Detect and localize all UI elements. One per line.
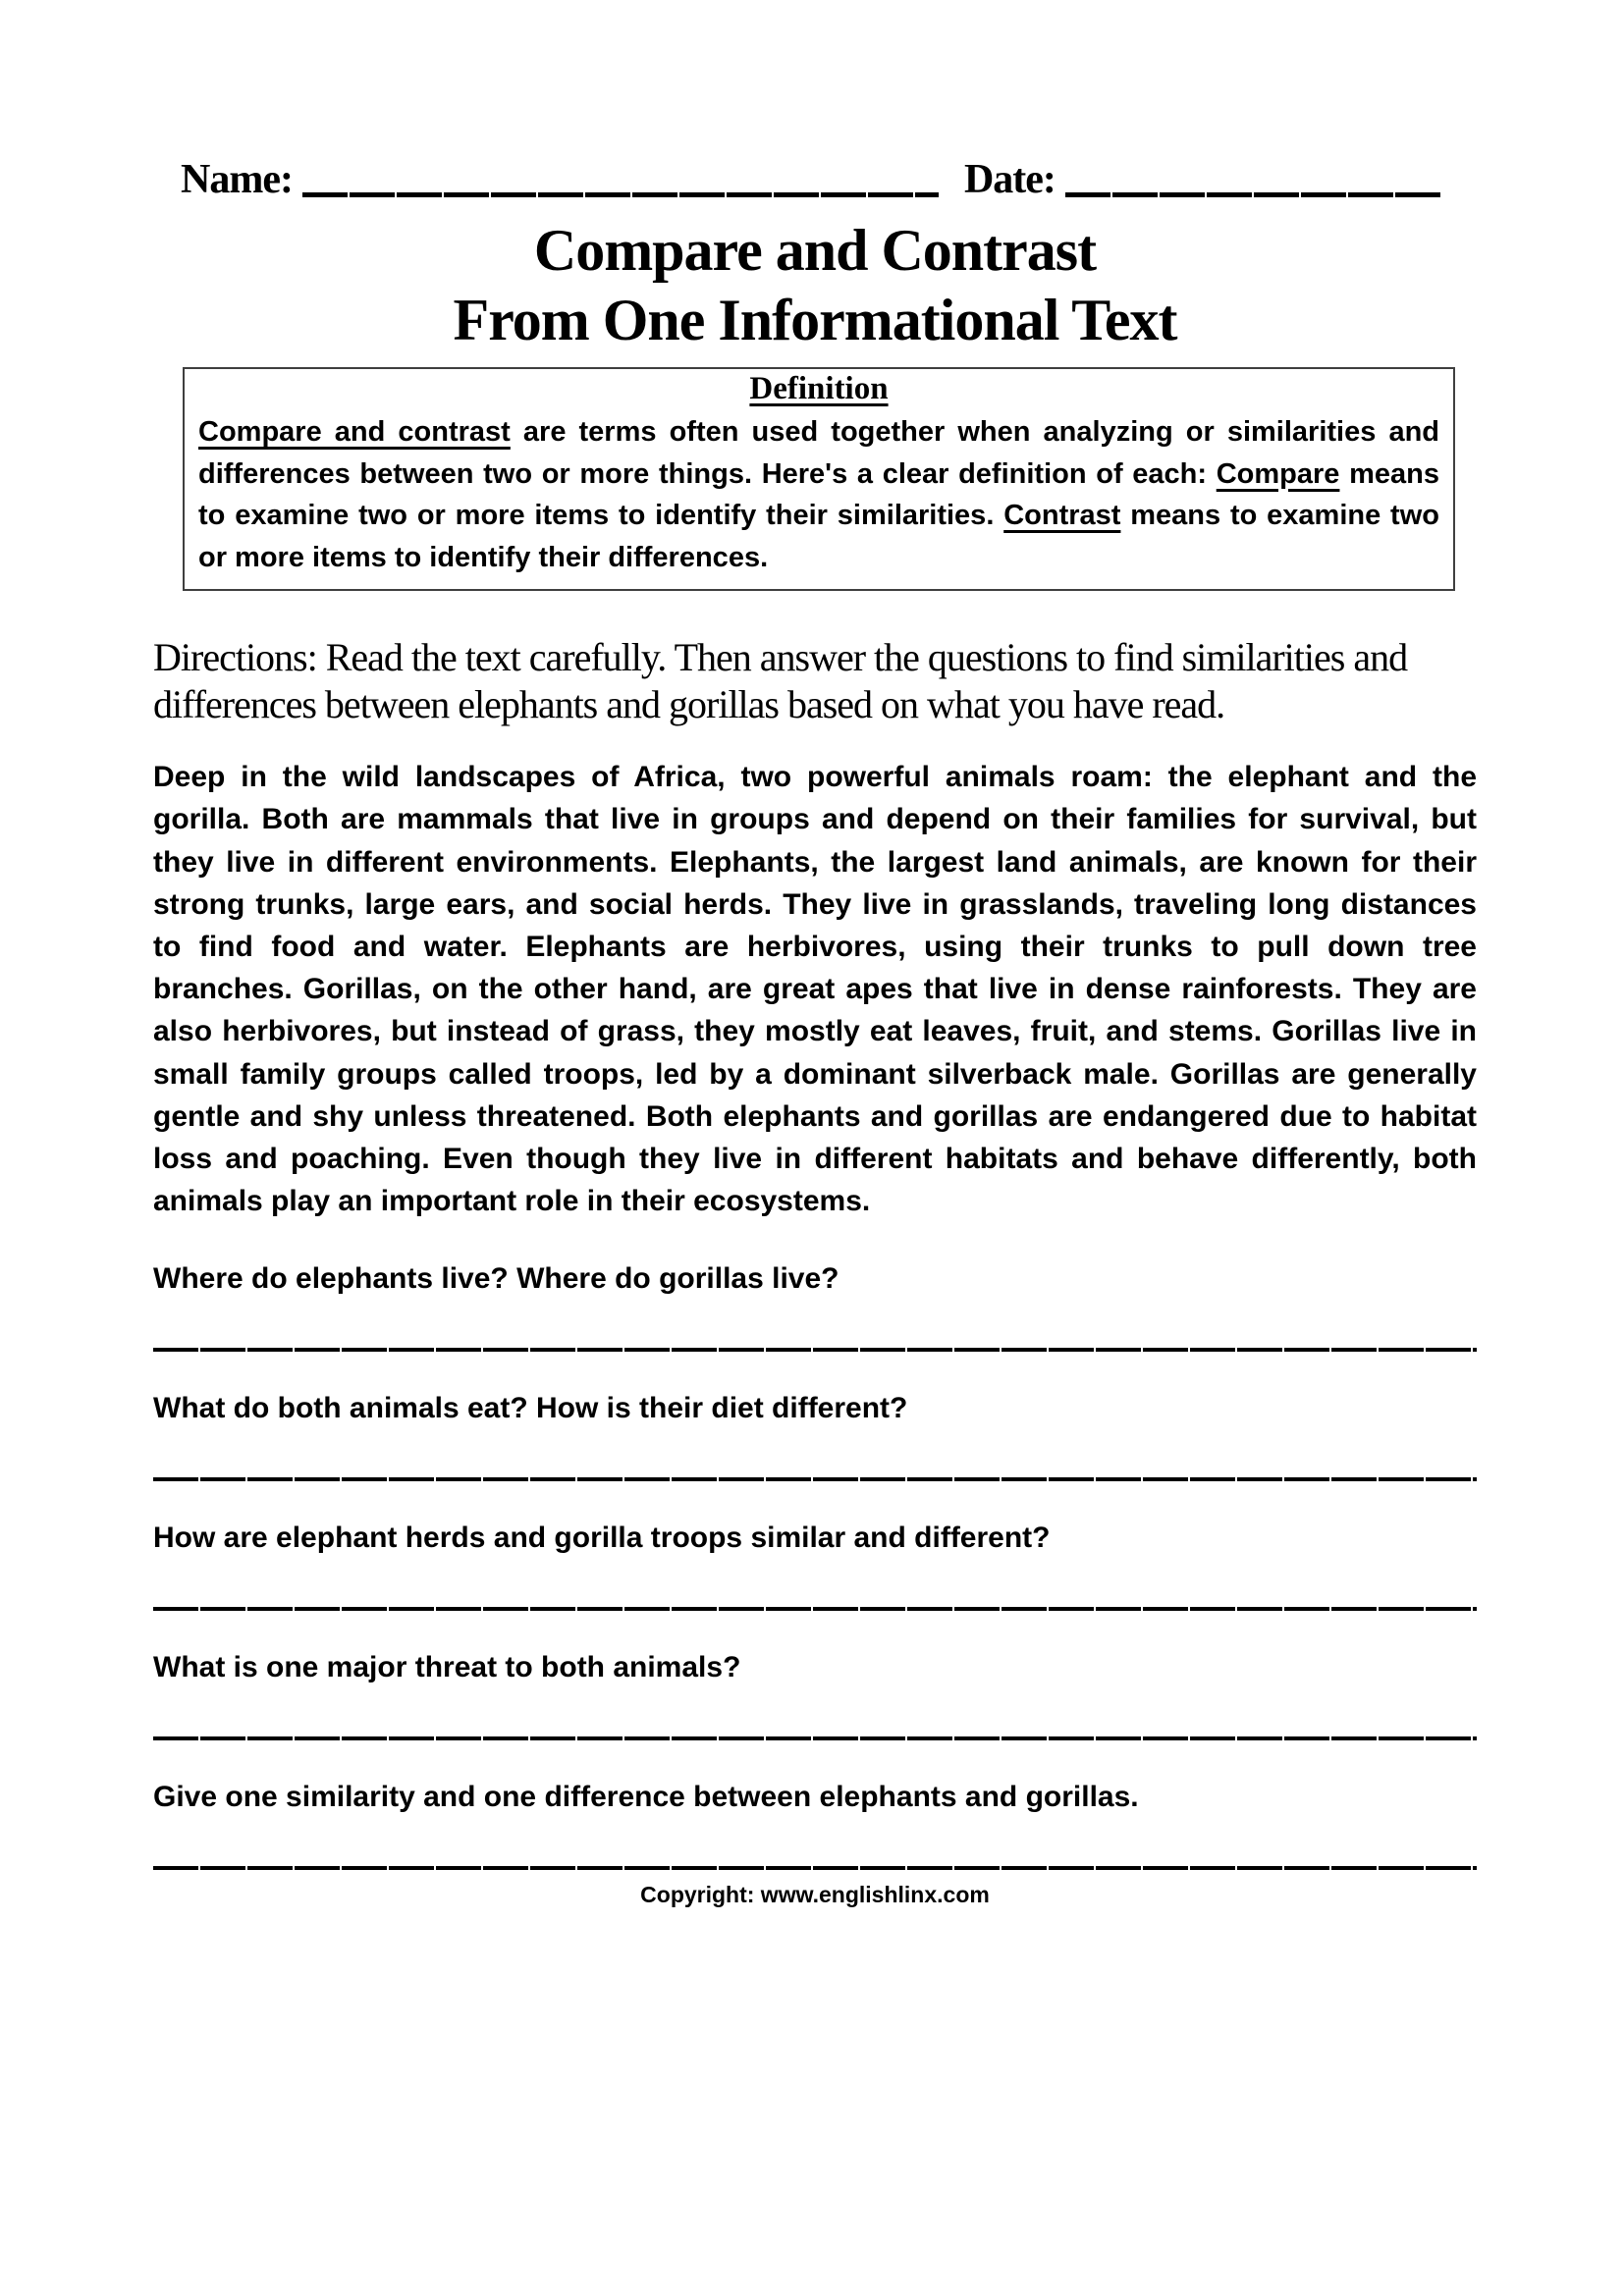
question-block-2 [153, 1389, 1477, 1481]
definition-body: Compare and contrast are terms often used together when analyzing or similarities and differences between two or more things. Here's a clear definition of each: Compare means to examine two or more items to identify their similarities. Contrast means to examine two or more items to identify their differences. [198, 415, 1439, 574]
definition-box [183, 367, 1455, 592]
question-text-5: Give one similarity and one difference between elephants and gorillas. [153, 1781, 1139, 1814]
answer-blank-line-4 [153, 1736, 1477, 1740]
title-line-1: Compare and Contrast [533, 218, 1097, 283]
question-text-3: How are elephant herds and gorilla troops similar and different? [153, 1522, 1051, 1555]
question-text-2: What do both animals eat? How is their diet different? [153, 1392, 908, 1425]
name-blank-line [302, 192, 939, 197]
definition-heading: Definition [749, 370, 889, 406]
answer-blank-line-3 [153, 1607, 1477, 1611]
copyright-text: Copyright: www.englishlinx.com [640, 1882, 990, 1908]
answer-blank-line-1 [153, 1348, 1477, 1352]
passage-text: Deep in the wild landscapes of Africa, two powerful animals roam: the elephant and the gorilla. Both are mammals that live in groups and depend on their families for survival, but they live in different environments. Elephants, the largest land animals, are known for their strong trunks, large ears, and social herds. They live in grasslands, traveling long distances to find food and water. Elephants are herbivores, using their trunks to pull down tree branches. Gorillas, on the other hand, are great apes that live in dense rainforests. They are also herbivores, but instead of grass, they mostly eat leaves, fruit, and stems. Gorillas live in small family groups called troops, led by a dominant silverback male. Gorillas are generally gentle and shy unless threatened. Both elephants and gorillas are endangered due to habitat loss and poaching. Even though they live in different habitats and behave differently, both animals play an important role in their ecosystems. [153, 761, 1477, 1218]
date-label: Date: [963, 157, 1056, 202]
name-label: Name: [181, 157, 293, 202]
question-block-4 [153, 1648, 1477, 1740]
date-blank-line [1065, 192, 1441, 197]
worksheet-title [153, 216, 1477, 355]
title-line-2: From One Informational Text [453, 287, 1177, 352]
question-block-3 [153, 1519, 1477, 1611]
question-text-4: What is one major threat to both animals? [153, 1651, 741, 1684]
question-block-5 [153, 1778, 1477, 1870]
directions-text: Directions: Read the text carefully. Then answer the questions to find similarities and differences between elephants and gorillas based on what you have read. [153, 635, 1408, 727]
question-text-1: Where do elephants live? Where do gorillas live? [153, 1262, 839, 1296]
name-date-row [181, 159, 1441, 200]
answer-blank-line-2 [153, 1477, 1477, 1481]
answer-blank-line-5 [153, 1866, 1477, 1870]
question-block-1 [153, 1259, 1477, 1352]
